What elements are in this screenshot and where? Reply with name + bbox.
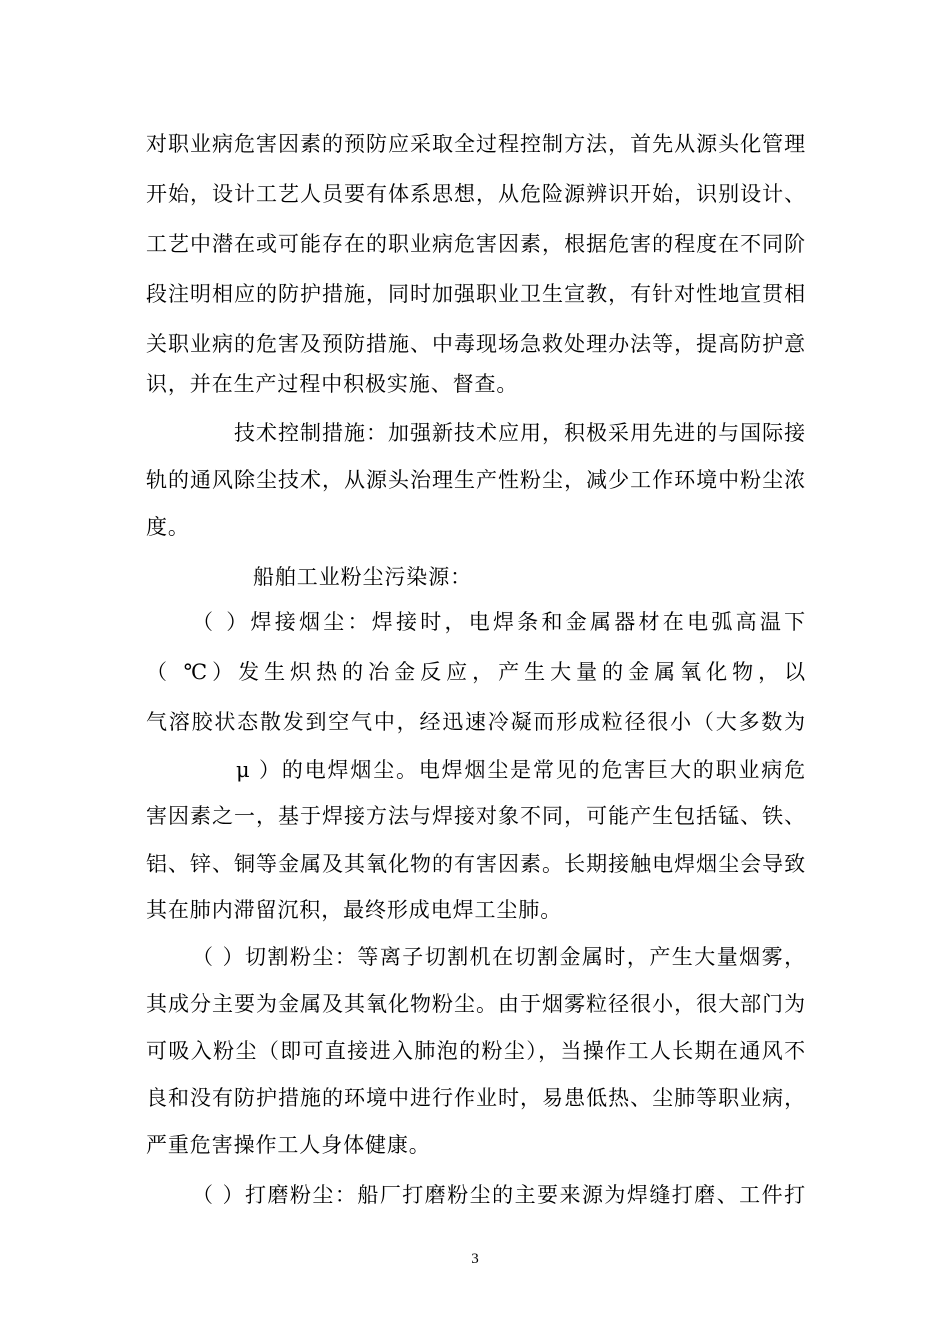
paragraph-line: （ ）焊接烟尘：焊接时，电焊条和金属器材在电弧高温下 <box>192 610 806 634</box>
paragraph-line: 害因素之一，基于焊接方法与焊接对象不同，可能产生包括锰、铁、 <box>146 804 806 828</box>
paragraph-line: 技术控制措施：加强新技术应用，积极采用先进的与国际接 <box>234 421 806 445</box>
paragraph-line: （ ）切割粉尘：等离子切割机在切割金属时，产生大量烟雾， <box>192 945 806 969</box>
section-heading: 船舶工业粉尘污染源： <box>253 565 472 589</box>
paragraph-line: 识，并在生产过程中积极实施、督查。 <box>146 372 519 396</box>
paragraph-line: 其在肺内滞留沉积，最终形成电焊工尘肺。 <box>146 898 563 922</box>
paragraph-line: （ ℃）发生炽热的冶金反应，产生大量的金属氧化物，以 <box>146 660 806 684</box>
paragraph-line: 可吸入粉尘（即可直接进入肺泡的粉尘），当操作工人长期在通风不 <box>146 1039 806 1063</box>
paragraph-line: 关职业病的危害及预防措施、中毒现场急救处理办法等，提高防护意 <box>146 332 806 356</box>
paragraph-line: 度。 <box>146 515 190 539</box>
paragraph-line: （ ）打磨粉尘：船厂打磨粉尘的主要来源为焊缝打磨、工件打 <box>192 1183 806 1207</box>
paragraph-line: 气溶胶状态散发到空气中，经迅速冷凝而形成粒径很小（大多数为 <box>146 710 806 734</box>
paragraph-line: 铝、锌、铜等金属及其氧化物的有害因素。长期接触电焊烟尘会导致 <box>146 852 806 876</box>
paragraph-line: 对职业病危害因素的预防应采取全过程控制方法，首先从源头化管理 <box>146 132 806 156</box>
paragraph-line: 轨的通风除尘技术，从源头治理生产性粉尘，减少工作环境中粉尘浓 <box>146 468 806 492</box>
paragraph-line: 其成分主要为金属及其氧化物粉尘。由于烟雾粒径很小，很大部门为 <box>146 992 806 1016</box>
paragraph-line: 严重危害操作工人身体健康。 <box>146 1133 431 1157</box>
paragraph-line: 开始，设计工艺人员要有体系思想，从危险源辨识开始，识别设计、 <box>146 182 806 206</box>
paragraph-line: μ ）的电焊烟尘。电焊烟尘是常见的危害巨大的职业病危 <box>236 758 806 782</box>
paragraph-line: 段注明相应的防护措施，同时加强职业卫生宣教，有针对性地宣贯相 <box>146 282 806 306</box>
paragraph-line: 良和没有防护措施的环境中进行作业时，易患低热、尘肺等职业病， <box>146 1086 806 1110</box>
paragraph-line: 工艺中潜在或可能存在的职业病危害因素，根据危害的程度在不同阶 <box>146 232 806 256</box>
page-number: 3 <box>471 1251 479 1267</box>
